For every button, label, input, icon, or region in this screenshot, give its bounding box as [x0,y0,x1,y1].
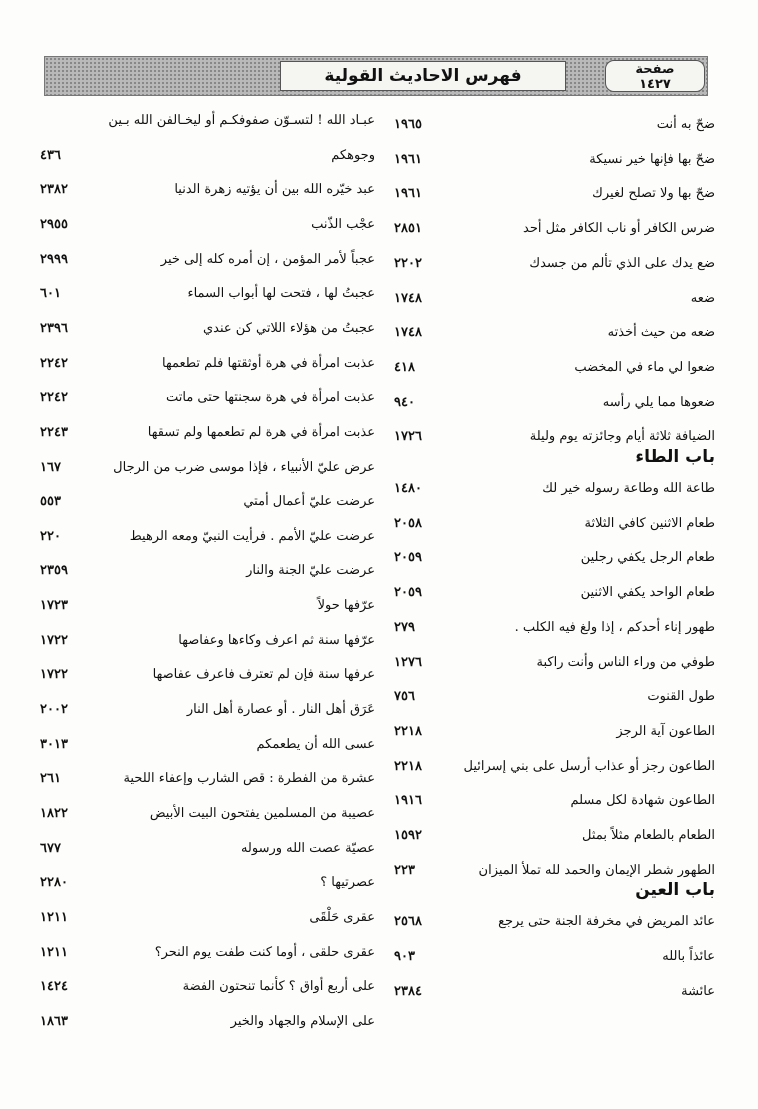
hadith-text: عائشة [681,983,715,999]
index-entry [380,185,715,205]
hadith-text: طعام الرجل يكفي رجلين [580,550,715,566]
index-entry [40,770,375,790]
hadith-number: ٢٢٤٢ [40,390,68,406]
hadith-text: ضحّ به أنت [656,117,715,132]
hadith-number: ٢٢٠ [40,528,61,544]
hadith-number: ٢٧٩ [394,619,415,635]
hadith-text: عجبتُ من هؤلاء اللاتي كن عندي [202,320,375,336]
index-entry [380,827,715,847]
section-heading-text: باب العين [635,880,715,901]
hadith-number: ٩٠٣ [394,949,415,965]
hadith-number: ٤١٨ [394,359,415,375]
hadith-text: عذبت امرأة في هرة لم تطعمها ولم تسقها [147,424,375,440]
hadith-number: ٢٦١ [40,771,61,787]
index-entry [40,562,375,582]
hadith-text: طعام الاثنين كافي الثلاثة [584,515,715,531]
hadith-text: ضعوا لي ماء في المخضب [574,359,715,375]
index-entry [380,324,715,344]
index-entry [380,290,715,310]
hadith-text: ضع يدك على الذي تألم من جسدك [529,255,715,271]
hadith-number: ٢٢١٨ [394,723,422,739]
hadith-text: الطاعون رجز أو عذاب أرسل على بني إسرائيل [463,758,715,774]
section-heading [380,880,715,902]
hadith-text: عبد خيّره الله بين أن يؤتيه زهرة الدنيا [174,182,375,198]
hadith-text: على الإسلام والجهاد والخير [230,1013,375,1029]
hadith-text: عجْب الذّنب [311,216,375,232]
index-entry [380,948,715,968]
section-heading-text: باب الطاء [635,447,715,467]
hadith-number: ٢٠٥٩ [394,585,422,601]
hadith-text: عرّفها حولاً [317,598,375,614]
hadith-number: ٢٢٨٠ [40,875,68,891]
index-entry [380,515,715,535]
hadith-number: ١٩٦١ [394,186,422,202]
hadith-text: عقرى حَلْقَى [309,909,375,925]
index-entry [40,320,375,340]
hadith-text: وجوهكم [331,147,375,163]
hadith-number: ٢٠٠٢ [40,702,68,718]
hadith-text: الضيافة ثلاثة أيام وجائزته يوم وليلة [529,429,715,445]
hadith-text: ضرس الكافر أو ناب الكافر مثل أحد [523,221,715,237]
index-entry [40,459,375,479]
index-entry [40,216,375,236]
hadith-text: ضحّ بها فإنها خير نسيكة [589,151,715,167]
hadith-number: ١٧٤٨ [394,290,422,306]
hadith-number: ٦٠١ [40,286,61,302]
hadith-text: عصيبة من المسلمين يفتحون البيت الأبيض [149,806,375,821]
index-entry [40,978,375,998]
hadith-text: ضحّ بها ولا تصلح لغيرك [592,186,715,202]
hadith-text: طول القنوت [647,689,715,705]
hadith-number: ١٨٦٣ [40,1013,68,1029]
index-entry [380,862,715,882]
hadith-text: عذبت امرأة في هرة أوثقتها فلم تطعمها [162,355,375,371]
hadith-text: عرّفها سنة ثم اعرف وكاءها وعفاصها [178,632,375,648]
hadith-number: ١٢٧٦ [394,654,422,670]
hadith-text: الطاعون آية الرجز [616,723,715,739]
index-entry [380,359,715,379]
index-entry [380,151,715,171]
hadith-text: طاعة الله وطاعة رسوله خير لك [542,481,715,496]
index-entry [40,632,375,652]
hadith-number: ٢٠٥٩ [394,550,422,566]
hadith-text: على أربع أواق ؟ كأنما تنحتون الفضة [182,979,375,995]
index-entry [380,913,715,933]
hadith-number: ١٧٤٨ [394,325,422,341]
index-entry [380,220,715,240]
page-header [44,56,708,96]
index-entry [380,428,715,448]
hadith-number: ١٢١١ [40,944,68,960]
hadith-number: ٢٢٤٣ [40,424,68,440]
hadith-text: طعام الواحد يكفي الاثنين [580,585,715,601]
hadith-number: ٢٥٦٨ [394,914,422,930]
index-entry [40,355,375,375]
hadith-number: ١٧٢٦ [394,429,422,445]
index-entry [40,736,375,756]
hadith-text: الطهور شطر الإيمان والحمد لله تملأ الميزان [478,862,715,878]
hadith-number: ١٧٢٢ [40,667,68,683]
hadith-number: ٧٥٦ [394,689,415,705]
index-entry [40,1013,375,1033]
hadith-number: ٥٥٣ [40,494,61,510]
hadith-text: الطاعون شهادة لكل مسلم [570,793,715,809]
hadith-text: ضعه من حيث أخذته [607,325,715,341]
hadith-text: عشرة من الفطرة : قص الشارب وإعفاء اللحية [123,771,375,787]
hadith-text: عذبت امرأة في هرة سجنتها حتى ماتت [165,390,375,406]
index-entry [40,112,375,132]
hadith-number: ٢٣٥٩ [40,563,68,579]
hadith-number: ١٥٩٢ [394,828,422,843]
index-entry [40,181,375,201]
index-entry [40,424,375,444]
hadith-number: ١٩١٦ [394,793,422,809]
hadith-text: طهور إناء أحدكم ، إذا ولغ فيه الكلب . [514,619,715,635]
hadith-number: ١٢١١ [40,909,68,925]
hadith-text: عصيّة عصت الله ورسوله [240,840,375,856]
index-entry [40,701,375,721]
hadith-number: ٢٩٩٩ [40,251,68,267]
index-entry [380,983,715,1003]
hadith-text: عرضت عليّ الجنة والنار [246,563,375,579]
hadith-number: ١٦٧ [40,459,61,475]
hadith-number: ١٧٢٢ [40,632,68,648]
hadith-text: عجبتُ لها ، فتحت لها أبواب السماء [187,286,375,302]
index-entry [380,723,715,743]
index-entry [380,549,715,569]
index-entry [380,116,715,136]
page-number-box [605,60,705,92]
hadith-number: ٢٢٣ [394,862,415,878]
page-label: صفحة [635,62,675,77]
hadith-number: ١٨٢٢ [40,806,68,821]
index-entry [380,480,715,500]
index-entry [380,688,715,708]
hadith-number: ١٩٦٥ [394,117,422,132]
hadith-text: عرض عليّ الأنبياء ، فإذا موسى ضرب من الرجال [113,459,375,475]
index-entry [380,654,715,674]
hadith-number: ٢٠٥٨ [394,515,422,531]
hadith-text: عصرتيها ؟ [320,875,375,891]
hadith-number: ٤٣٦ [40,147,61,163]
hadith-number: ٢٣٨٢ [40,182,68,198]
hadith-text: عائذاً بالله [662,949,715,965]
index-entry [40,666,375,686]
index-entry [40,805,375,825]
hadith-text: عَرَق أهل النار . أو عصارة أهل النار [186,702,375,718]
hadith-number: ١٤٢٤ [40,979,68,995]
hadith-text: عبـاد الله ! لتسـوّن صفوفكـم أو ليخـالفن الله بـين [108,113,375,128]
index-entry [40,840,375,860]
index-entry [40,874,375,894]
index-entry [40,944,375,964]
hadith-text: الطعام بالطعام مثلاً بمثل [582,828,715,843]
hadith-text: عرضت عليّ الأمم . فرأيت النبيّ ومعه الرهيط [129,528,375,544]
hadith-number: ٢٣٨٤ [394,983,422,999]
index-entry [40,909,375,929]
hadith-number: ٣٠١٣ [40,736,68,752]
index-entry [40,597,375,617]
hadith-number: ٢٢٤٢ [40,355,68,371]
hadith-text: عائد المريض في مخرفة الجنة حتى يرجع [498,914,715,930]
section-heading [380,447,715,469]
hadith-text: طوفي من وراء الناس وأنت راكبة [536,654,715,670]
hadith-text: عرفها سنة فإن لم تعترف فاعرف عفاصها [152,667,375,683]
page-title: فهرس الاحاديث القولية [324,66,522,86]
hadith-text: عجباً لأمر المؤمن ، إن أمره كله إلى خير [160,251,375,267]
index-entry [380,394,715,414]
index-entry [40,251,375,271]
hadith-number: ٢٢١٨ [394,758,422,774]
index-entry [380,619,715,639]
hadith-number: ٢٩٥٥ [40,216,68,232]
hadith-text: عسى الله أن يطعمكم [256,736,375,752]
index-entry [380,255,715,275]
hadith-number: ٩٤٠ [394,394,415,410]
index-entry [380,758,715,778]
hadith-number: ٢٢٠٢ [394,255,422,271]
hadith-number: ٦٧٧ [40,840,61,856]
hadith-text: عقرى حلقى ، أوما كنت طفت يوم النحر؟ [154,944,375,960]
hadith-number: ١٧٢٣ [40,598,68,614]
hadith-number: ١٩٦١ [394,151,422,167]
index-entry [40,528,375,548]
index-entry [40,389,375,409]
index-entry [40,285,375,305]
index-entry [380,584,715,604]
hadith-text: عرضت عليّ أعمال أمتي [243,494,375,510]
hadith-number: ٢٣٩٦ [40,320,68,336]
index-entry [380,792,715,812]
page-number: ١٤٢٧ [639,77,671,92]
hadith-number: ١٤٨٠ [394,481,422,496]
hadith-text: ضعه [690,290,715,306]
hadith-number: ٢٨٥١ [394,221,422,237]
index-entry [40,493,375,513]
index-entry [40,147,375,167]
header-title-box [280,61,566,91]
hadith-text: ضعوها مما يلي رأسه [602,394,715,410]
